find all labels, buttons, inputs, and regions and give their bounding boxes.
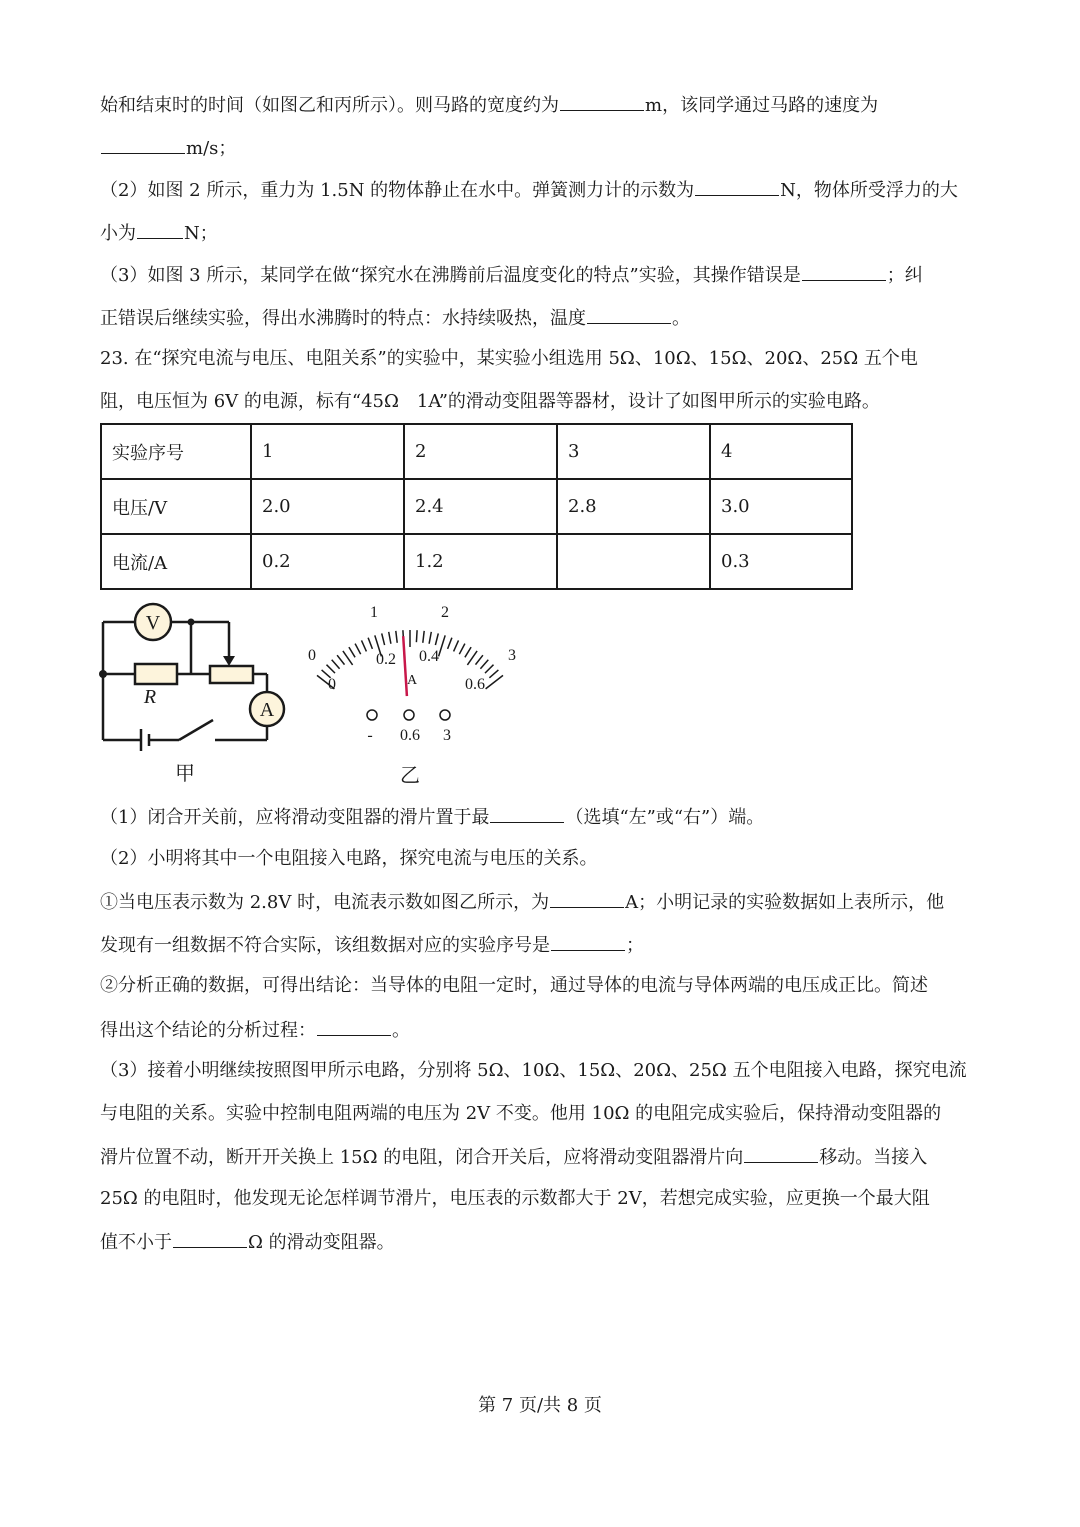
dial-minor-tick (480, 660, 488, 669)
q23-text: 滑片位置不动，断开开关换上 15Ω 的电阻，闭合开关后，应将滑动变阻器滑片向 (100, 1147, 744, 1168)
q23-p6 (100, 1017, 410, 1043)
q23-p8: 与电阻的关系。实验中控制电阻两端的电压为 2V 不变。他用 10Ω 的电阻完成实验后，保持滑动变阻器的 (100, 1103, 942, 1124)
terminal-label: - (367, 727, 373, 744)
answer-blank[interactable] (802, 262, 886, 281)
q23-text: 发现有一组数据不符合实际，该组数据对应的实验序号是 (100, 935, 550, 956)
table-cell (557, 534, 710, 589)
ammeter-dial (290, 598, 530, 793)
dial-minor-tick (465, 647, 471, 657)
dial-minor-tick (423, 631, 424, 643)
q23-text: 得出这个结论的分析过程： (100, 1020, 316, 1041)
dial-minor-tick (435, 633, 438, 645)
circuit-diagram (95, 598, 300, 793)
q23-p9 (100, 1144, 927, 1170)
figure-caption-yi: 乙 (400, 765, 420, 787)
q23-text: A；小明记录的实验数据如上表所示，他 (625, 892, 945, 913)
q22-text: m/s； (186, 138, 237, 159)
dial-needle (403, 636, 407, 696)
dial-minor-tick (343, 651, 353, 665)
dial-top-label: 1 (370, 604, 378, 621)
table-cell: 电压/V (101, 479, 251, 534)
dial-minor-tick (327, 665, 336, 673)
answer-blank[interactable] (317, 1017, 391, 1036)
q22-text: （2）如图 2 所示，重力为 1.5N 的物体静止在水中。弹簧测力计的示数为 (100, 180, 695, 201)
q23-p11 (100, 1229, 395, 1255)
table-cell: 1 (251, 424, 404, 479)
answer-blank[interactable] (744, 1144, 818, 1163)
resistor-symbol (135, 664, 177, 684)
dial-minor-tick (337, 655, 344, 664)
q23-p4 (100, 932, 644, 958)
answer-blank[interactable] (551, 932, 625, 951)
q23-p5: ②分析正确的数据，可得出结论：当导体的电阻一定时，通过导体的电流与导体两端的电压成正比。简述 (100, 975, 928, 996)
q22-line-4 (100, 220, 218, 246)
table-cell: 4 (710, 424, 852, 479)
answer-blank[interactable] (101, 135, 185, 154)
q23-intro-2: 阻，电压恒为 6V 的电源，标有“45Ω 1A”的滑动变阻器等器材，设计了如图甲所示的实验电路。 (100, 391, 880, 412)
terminal-0-6 (404, 710, 414, 720)
dial-minor-tick (485, 665, 494, 673)
table-row-header (101, 424, 852, 479)
q23-p7: （3）接着小明继续按照图甲所示电路，分别将 5Ω、10Ω、15Ω、20Ω、25Ω 五个电阻接入电路，探究电流 (100, 1060, 967, 1081)
answer-blank[interactable] (560, 92, 644, 111)
page-footer: 第 7 页/共 8 页 (478, 1395, 602, 1416)
dial-bottom-label: 0.4 (419, 648, 439, 665)
table-cell: 2.4 (404, 479, 557, 534)
resistor-label: R (143, 686, 157, 708)
dial-top-label: 0 (308, 647, 316, 664)
dial-minor-tick (355, 644, 361, 655)
q23-text: 值不小于 (100, 1232, 172, 1253)
q22-text: 正错误后继续实验，得出水沸腾时的特点：水持续吸热，温度 (100, 308, 586, 329)
voltmeter-label: V (145, 612, 161, 634)
q22-text: N，物体所受浮力的大 (780, 180, 958, 201)
q22-text: 始和结束时的时间（如图乙和丙所示）。则马路的宽度约为 (100, 95, 559, 116)
q22-text: ；纠 (886, 265, 923, 286)
dial-top-label: 2 (441, 604, 449, 621)
dial-minor-tick (396, 631, 397, 643)
q23-text: 移动。当接入 (819, 1147, 928, 1168)
q22-line-3 (100, 177, 958, 203)
q23-text: Ω 的滑动变阻器。 (248, 1232, 395, 1253)
answer-blank[interactable] (173, 1229, 247, 1248)
dial-unit-label: A (406, 673, 418, 688)
dial-minor-tick (368, 638, 372, 649)
q23-intro-1: 23. 在“探究电流与电压、电阻关系”的实验中，某实验小组选用 5Ω、10Ω、15Ω、20Ω、25Ω 五个电 (100, 348, 918, 369)
dial-minor-tick (489, 670, 498, 678)
table-row-voltage (101, 479, 852, 534)
terminal-negative (367, 710, 377, 720)
q23-p2: （2）小明将其中一个电阻接入电路，探究电流与电压的关系。 (100, 848, 598, 869)
answer-blank[interactable] (137, 220, 183, 239)
experiment-data-table (100, 423, 853, 590)
dial-minor-tick (429, 632, 431, 644)
q23-text: （1）闭合开关前，应将滑动变阻器的滑片置于最 (100, 807, 490, 828)
rheostat-symbol (210, 666, 253, 683)
dial-bottom-label: 0 (328, 676, 336, 693)
dial-minor-tick (349, 647, 355, 657)
q23-p1 (100, 804, 764, 830)
table-cell: 3.0 (710, 479, 852, 534)
answer-blank[interactable] (695, 177, 779, 196)
q22-text: N； (184, 223, 218, 244)
dial-major-tick (486, 675, 503, 689)
dial-minor-tick (382, 633, 385, 645)
table-cell: 0.3 (710, 534, 852, 589)
dial-major-tick (439, 635, 446, 656)
dial-minor-tick (459, 644, 465, 655)
table-row-current (101, 534, 852, 589)
q22-line-6 (100, 305, 690, 331)
q22-text: m，该同学通过马路的速度为 (645, 95, 879, 116)
dial-minor-tick (389, 632, 391, 644)
q22-text: 。 (672, 308, 690, 329)
q22-line-5 (100, 262, 923, 288)
table-cell: 实验序号 (101, 424, 251, 479)
table-cell: 0.2 (251, 534, 404, 589)
dial-minor-tick (476, 655, 483, 664)
table-cell: 2 (404, 424, 557, 479)
dial-minor-tick (332, 660, 340, 669)
figure-caption-jia: 甲 (175, 763, 195, 785)
q23-text: 。 (392, 1020, 410, 1041)
answer-blank[interactable] (550, 889, 624, 908)
terminal-label: 3 (443, 727, 451, 744)
answer-blank[interactable] (587, 305, 671, 324)
table-cell: 2.8 (557, 479, 710, 534)
terminal-label: 0.6 (400, 727, 420, 744)
q22-text: 小为 (100, 223, 136, 244)
q22-text: （3）如图 3 所示，某同学在做“探究水在沸腾前后温度变化的特点”实验，其操作错误是 (100, 265, 801, 286)
terminal-3 (440, 710, 450, 720)
table-cell: 1.2 (404, 534, 557, 589)
dial-minor-tick (448, 638, 452, 649)
table-cell: 2.0 (251, 479, 404, 534)
q23-p10: 25Ω 的电阻时，他发现无论怎样调节滑片，电压表的示数都大于 2V，若想完成实验，应更换一个最大阻 (100, 1188, 930, 1209)
dial-minor-tick (454, 640, 459, 651)
dial-minor-tick (467, 651, 477, 665)
q23-text: ①当电压表示数为 2.8V 时，电流表示数如图乙所示，为 (100, 892, 550, 913)
table-cell: 电流/A (101, 534, 251, 589)
q22-line-2 (100, 135, 236, 161)
q23-text: （选填“左”或“右”）端。 (565, 807, 765, 828)
dial-bottom-label: 0.6 (465, 676, 485, 693)
ammeter-label: A (259, 699, 275, 721)
answer-blank[interactable] (490, 804, 564, 823)
dial-top-label: 3 (508, 647, 516, 664)
dial-minor-tick (362, 640, 367, 651)
table-cell: 3 (557, 424, 710, 479)
q23-p3 (100, 889, 944, 915)
dial-bottom-label: 0.2 (376, 651, 396, 668)
dial-minor-tick (416, 630, 417, 642)
q23-text: ； (626, 935, 644, 956)
q22-line-1 (100, 92, 878, 118)
